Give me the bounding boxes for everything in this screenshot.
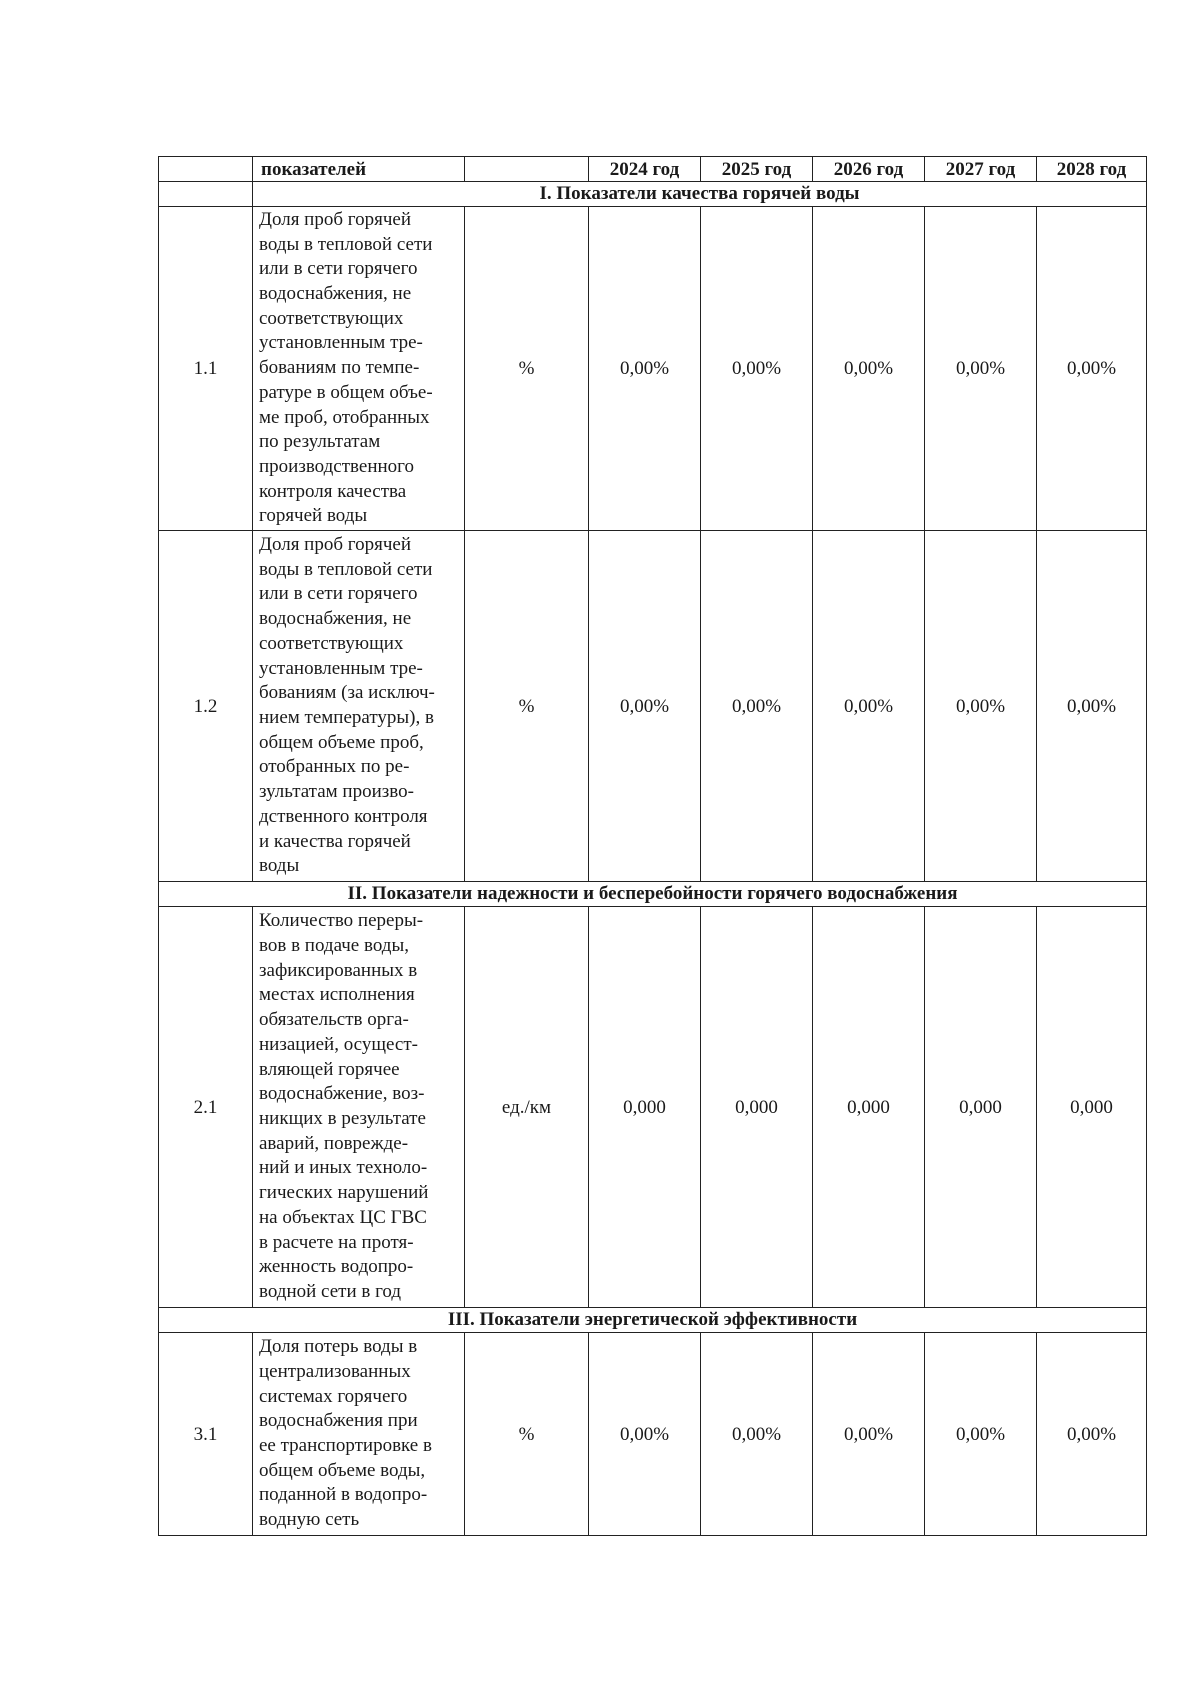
- name-line: бованиям (за исключ-: [259, 682, 435, 704]
- name-line: бованиям по темпе-: [259, 357, 420, 379]
- header-year-2024: 2024 год: [589, 157, 701, 182]
- name-line: централизованных: [259, 1360, 411, 1382]
- row-number: 1.2: [159, 531, 253, 882]
- indicator-name: [253, 907, 465, 1308]
- name-line: системах горячего: [259, 1385, 408, 1407]
- name-line: Доля проб горячей: [259, 208, 411, 230]
- value-2028: 0,000: [1037, 907, 1147, 1308]
- name-line: зафиксированных в: [259, 959, 418, 981]
- section-title: III. Показатели энергетической эффективности: [159, 1308, 1147, 1333]
- name-line: водоснабжения при: [259, 1410, 418, 1432]
- section-title: I. Показатели качества горячей воды: [253, 182, 1147, 207]
- value-2024: 0,00%: [589, 1333, 701, 1536]
- row-number: 1.1: [159, 207, 253, 531]
- name-line: воды: [259, 855, 300, 877]
- row-number: 3.1: [159, 1333, 253, 1536]
- name-line: водоснабжение, воз-: [259, 1083, 425, 1105]
- name-line: соответствующих: [259, 632, 404, 654]
- header-year-2027: 2027 год: [925, 157, 1037, 182]
- name-line: женность водопро-: [259, 1256, 414, 1278]
- name-line: Доля потерь воды в: [259, 1336, 418, 1358]
- name-line: в расчете на протя-: [259, 1231, 414, 1253]
- value-2025: 0,00%: [701, 207, 813, 531]
- value-2024: 0,00%: [589, 531, 701, 882]
- value-2028: 0,00%: [1037, 1333, 1147, 1536]
- name-line: или в сети горячего: [259, 583, 418, 605]
- table-row: [159, 1333, 1147, 1536]
- value-2025: 0,00%: [701, 531, 813, 882]
- name-line: на объектах ЦС ГВС: [259, 1206, 427, 1228]
- value-2026: 0,00%: [813, 1333, 925, 1536]
- unit-cell: ед./км: [465, 907, 589, 1308]
- header-year-2026: 2026 год: [813, 157, 925, 182]
- section-heading-row: [159, 1308, 1147, 1333]
- name-line: местах исполнения: [259, 984, 415, 1006]
- header-unit-cell: [465, 157, 589, 182]
- name-line: поданной в водопро-: [259, 1484, 428, 1506]
- value-2028: 0,00%: [1037, 207, 1147, 531]
- name-line: ме проб, отобранных: [259, 406, 430, 428]
- name-line: водную сеть: [259, 1509, 360, 1531]
- header-name-cell: показателей: [253, 157, 465, 182]
- name-line: воды в тепловой сети: [259, 558, 433, 580]
- value-2026: 0,00%: [813, 531, 925, 882]
- value-2027: 0,00%: [925, 531, 1037, 882]
- name-line: низацией, осущест-: [259, 1033, 418, 1055]
- name-line: производственного: [259, 455, 414, 477]
- name-line: ний и иных техноло-: [259, 1157, 428, 1179]
- name-line: и качества горячей: [259, 830, 411, 852]
- name-line: общем объеме воды,: [259, 1459, 426, 1481]
- name-line: вов в подаче воды,: [259, 935, 409, 957]
- name-line: общем объеме проб,: [259, 731, 424, 753]
- name-line: водной сети в год: [259, 1280, 402, 1302]
- name-line: вляющей горячее: [259, 1058, 400, 1080]
- unit-cell: %: [465, 207, 589, 531]
- value-2027: 0,00%: [925, 207, 1037, 531]
- name-line: нием температуры), в: [259, 707, 434, 728]
- table-row: [159, 207, 1147, 531]
- value-2026: 0,00%: [813, 207, 925, 531]
- value-2027: 0,00%: [925, 1333, 1037, 1536]
- unit-cell: %: [465, 531, 589, 882]
- section-heading-row: [159, 182, 1147, 207]
- header-num-cell: [159, 157, 253, 182]
- indicator-name: [253, 531, 465, 882]
- section-heading-row: [159, 882, 1147, 907]
- section-blank-cell: [159, 182, 253, 207]
- name-line: дственного контроля: [259, 805, 428, 827]
- name-line: гических нарушений: [259, 1182, 429, 1204]
- table-row: [159, 907, 1147, 1308]
- name-line: по результатам: [259, 431, 381, 453]
- unit-cell: %: [465, 1333, 589, 1536]
- table-row: [159, 531, 1147, 882]
- name-line: отобранных по ре-: [259, 756, 410, 778]
- value-2028: 0,00%: [1037, 531, 1147, 882]
- indicator-name: [253, 1333, 465, 1536]
- name-line: контроля качества: [259, 480, 407, 502]
- indicator-name: [253, 207, 465, 531]
- name-line: водоснабжения, не: [259, 608, 412, 630]
- name-line: Доля проб горячей: [259, 534, 411, 556]
- name-line: установленным тре-: [259, 657, 423, 679]
- row-number: 2.1: [159, 907, 253, 1308]
- name-line: соответствующих: [259, 307, 404, 329]
- value-2025: 0,000: [701, 907, 813, 1308]
- name-line: зультатам произво-: [259, 781, 414, 803]
- indicators-table: [158, 156, 1147, 1536]
- name-line: воды в тепловой сети: [259, 233, 433, 255]
- name-line: обязательств орга-: [259, 1009, 409, 1031]
- name-line: ратуре в общем объе-: [259, 381, 433, 403]
- name-line: установленным тре-: [259, 332, 423, 354]
- name-line: аварий, поврежде-: [259, 1132, 409, 1154]
- value-2024: 0,00%: [589, 207, 701, 531]
- value-2024: 0,000: [589, 907, 701, 1308]
- name-line: водоснабжения, не: [259, 283, 412, 305]
- name-line: или в сети горячего: [259, 258, 418, 280]
- header-year-2028: 2028 год: [1037, 157, 1147, 182]
- name-line: горячей воды: [259, 505, 368, 527]
- section-title: II. Показатели надежности и бесперебойности горячего водоснабжения: [159, 882, 1147, 907]
- value-2027: 0,000: [925, 907, 1037, 1308]
- value-2026: 0,000: [813, 907, 925, 1308]
- name-line: ее транспортировке в: [259, 1435, 432, 1456]
- header-year-2025: 2025 год: [701, 157, 813, 182]
- name-line: Количество переры-: [259, 910, 424, 932]
- name-line: никщих в результате: [259, 1108, 426, 1129]
- value-2025: 0,00%: [701, 1333, 813, 1536]
- header-row: [159, 157, 1147, 182]
